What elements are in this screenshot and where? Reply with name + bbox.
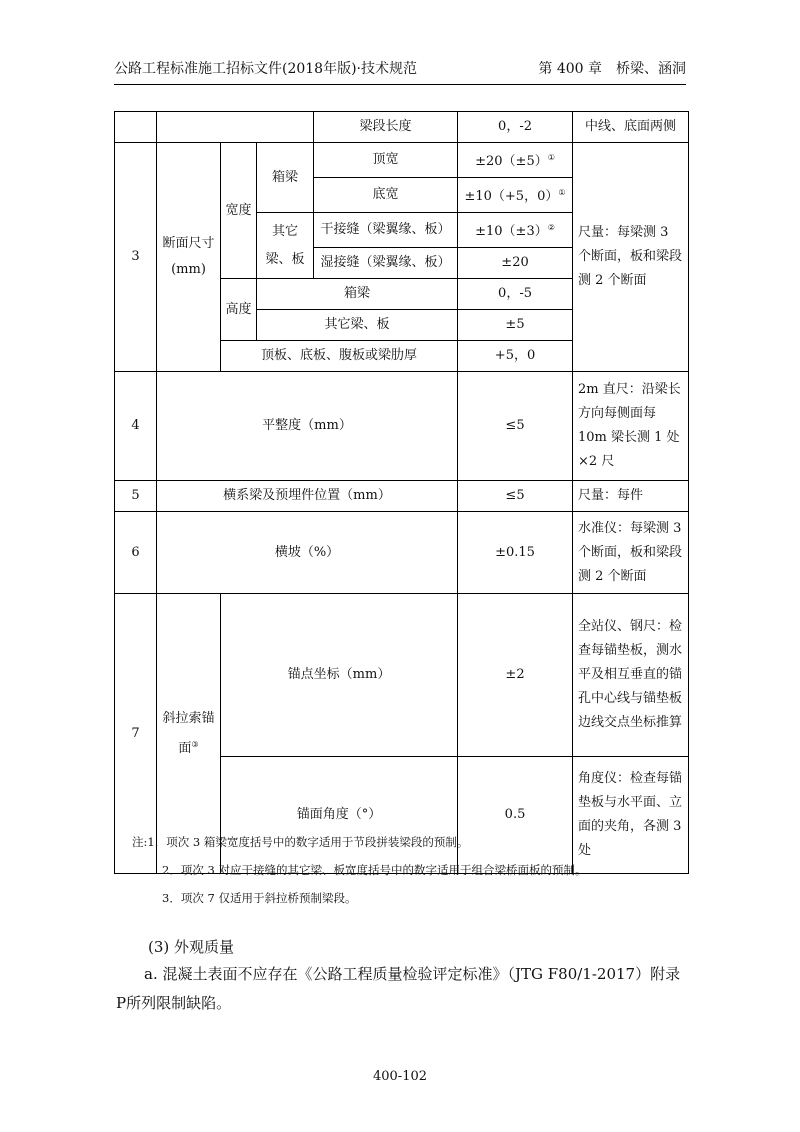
cell-item: 干接缝（梁翼缘、板） — [314, 213, 458, 248]
table-row — [115, 143, 689, 178]
cell-item: 顶宽 — [314, 143, 458, 178]
cell-item: 锚面角度（°） — [221, 757, 458, 874]
cell-value: ±0.15 — [458, 512, 573, 594]
cell-empty — [115, 112, 157, 143]
cell-value: +5，0 — [458, 341, 573, 372]
table-row — [115, 481, 689, 512]
footnote-mark: ① — [547, 153, 555, 162]
note-item: 注:1．项次 3 箱梁宽度括号中的数字适用于节段拼装梁段的预制。 — [132, 835, 469, 849]
header-chapter-title: 第 400 章 桥梁、涵洞 — [538, 61, 686, 77]
cell-value: ±20 — [458, 248, 573, 279]
cell-section-name: 斜拉索锚面③ — [157, 594, 221, 874]
cell-value: ±10（±3）② — [458, 213, 573, 248]
cell-other-girder: 其它梁、板 — [257, 213, 314, 279]
cell-item: 湿接缝（梁翼缘、板） — [314, 248, 458, 279]
cell-section-name: 断面尺寸(mm) — [157, 143, 221, 372]
cell-value: ≤5 — [458, 372, 573, 481]
cell-item: 梁段长度 — [314, 112, 458, 143]
cell-value: ±5 — [458, 310, 573, 341]
footnote-mark: ② — [547, 223, 555, 232]
cell-box-girder: 箱梁 — [257, 143, 314, 213]
table-row — [115, 512, 689, 594]
cell-remark: 中线、底面两侧 — [573, 112, 689, 143]
cell-item: 底宽 — [314, 178, 458, 213]
cell-item: 顶板、底板、腹板或梁肋厚 — [221, 341, 458, 372]
cell-value: 0，-2 — [458, 112, 573, 143]
cell-remark: 尺量：每件 — [573, 481, 689, 512]
cell-item: 横系梁及预埋件位置（mm） — [157, 481, 458, 512]
page-number: 400-102 — [372, 1069, 428, 1084]
cell-value: ±10（+5，0）① — [458, 178, 573, 213]
section-heading: (3) 外观质量 — [148, 938, 235, 956]
cell-item: 平整度（mm） — [157, 372, 458, 481]
cell-item: 其它梁、板 — [257, 310, 458, 341]
header-document-title: 公路工程标准施工招标文件(2018年版)·技术规范 — [114, 61, 418, 77]
cell-width-label: 宽度 — [221, 143, 257, 279]
cell-no: 5 — [115, 481, 157, 512]
cell-item: 横坡（%） — [157, 512, 458, 594]
cell-value: 0.5 — [458, 757, 573, 874]
note-item: 3．项次 7 仅适用于斜拉桥预制梁段。 — [162, 891, 357, 905]
cell-value: ±2 — [458, 594, 573, 757]
table-notes — [132, 828, 586, 912]
cell-item: 箱梁 — [257, 279, 458, 310]
cell-empty — [157, 112, 314, 143]
footnote-mark: ③ — [191, 739, 199, 749]
cell-remark: 水准仪：每梁测 3 个断面，板和梁段测 2 个断面 — [573, 512, 689, 594]
note-item: 2．项次 3 对应干接缝的其它梁、板宽度括号中的数字适用于组合梁桥面板的预制。 — [162, 863, 587, 877]
cell-remark: 角度仪：检查每锚垫板与水平面、立面的夹角，各测 3 处 — [573, 757, 689, 874]
cell-value: ±20（±5）① — [458, 143, 573, 178]
cell-remark: 尺量：每梁测 3 个断面，板和梁段测 2 个断面 — [573, 143, 689, 372]
cell-no: 6 — [115, 512, 157, 594]
cell-value: ≤5 — [458, 481, 573, 512]
footnote-mark: ① — [558, 188, 566, 197]
cell-value: 0，-5 — [458, 279, 573, 310]
cell-remark: 2m 直尺：沿梁长方向每侧面每 10m 梁长测 1 处×2 尺 — [573, 372, 689, 481]
body-paragraph: a. 混凝土表面不应存在《公路工程质量检验评定标准》（JTG F80/1-2017）附录P所列限制缺陷。 — [116, 965, 681, 1012]
quality-inspection-table — [114, 111, 689, 874]
cell-no: 4 — [115, 372, 157, 481]
cell-item: 锚点坐标（mm） — [221, 594, 458, 757]
cell-no: 7 — [115, 594, 157, 874]
page-header — [114, 58, 686, 85]
table-row — [115, 372, 689, 481]
cell-no: 3 — [115, 143, 157, 372]
cell-height-label: 高度 — [221, 279, 257, 341]
table-row — [115, 112, 689, 143]
cell-remark: 全站仪、钢尺：检查每锚垫板，测水平及相互垂直的锚孔中心线与锚垫板边线交点坐标推算 — [573, 594, 689, 757]
table-row — [115, 594, 689, 757]
